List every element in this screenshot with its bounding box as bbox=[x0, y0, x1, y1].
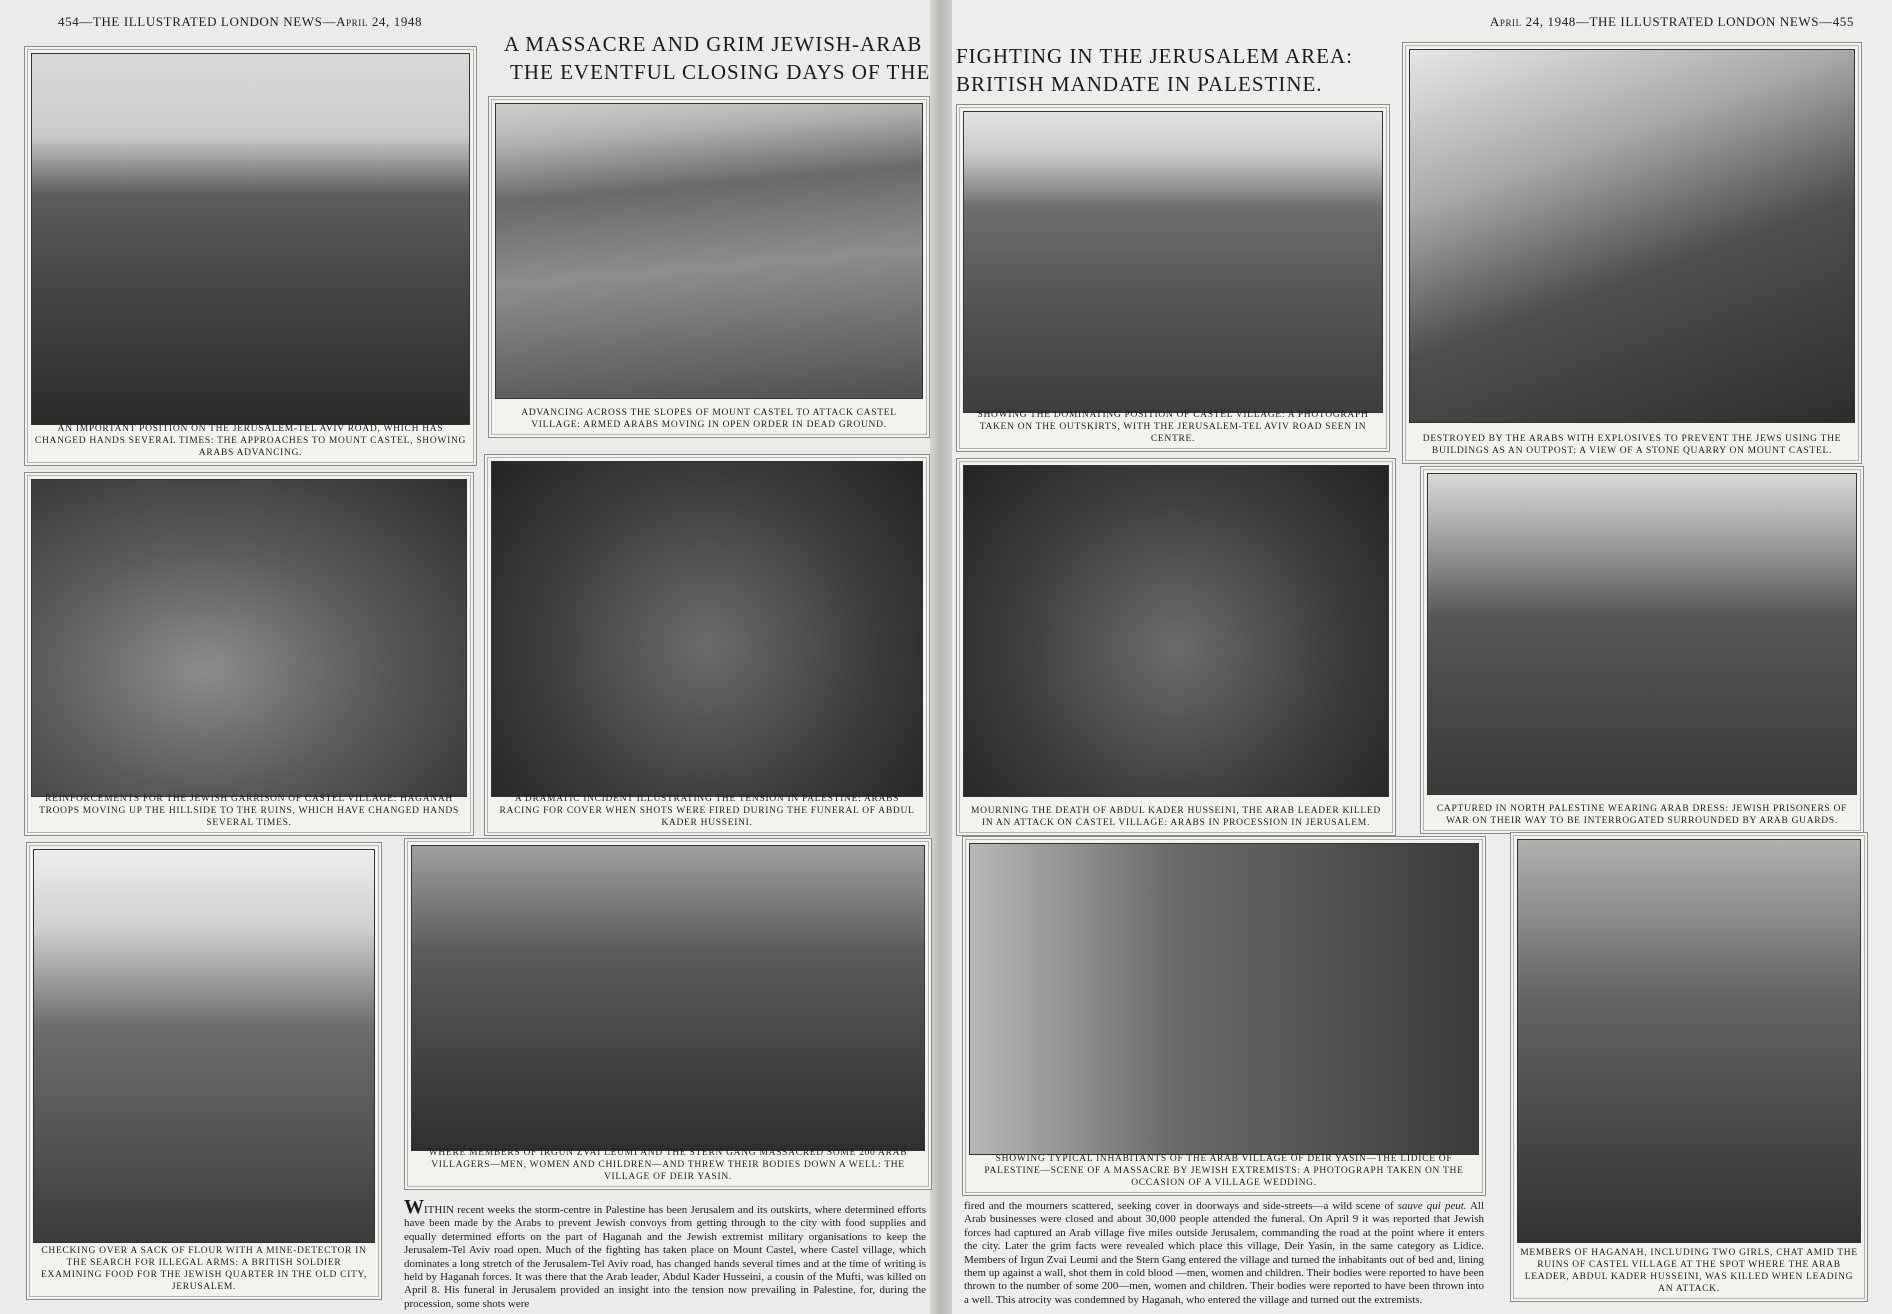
article-dropcap: W bbox=[404, 1200, 424, 1218]
photo-image bbox=[1427, 473, 1857, 795]
photo-deir-yasin-wedding bbox=[962, 836, 1486, 1196]
photo-mourning-procession bbox=[956, 458, 1396, 836]
photo-caption: MEMBERS OF HAGANAH, INCLUDING TWO GIRLS, CHAT AMID THE RUINS OF CASTEL VILLAGE AT THE SPOT WHERE THE ARAB LEADER, ABDUL KADER HUSSEINI, WAS KILLED WHEN LEADING AN ATTACK. bbox=[1520, 1248, 1858, 1294]
photo-caption: A DRAMATIC INCIDENT ILLUSTRATING THE TENSION IN PALESTINE: ARABS RACING FOR COVER WHEN SHOTS WERE FIRED DURING THE FUNERAL OF ABDUL KADER HUSSEINI. bbox=[499, 794, 915, 828]
photo-caption: DESTROYED BY THE ARABS WITH EXPLOSIVES TO PREVENT THE JEWS USING THE BUILDINGS AS AN OUTPOST: A VIEW OF A STONE QUARRY ON MOUNT CASTEL. bbox=[1422, 434, 1842, 456]
photo-image bbox=[1517, 839, 1861, 1243]
article-column-right bbox=[964, 1200, 1484, 1310]
photo-caption: AN IMPORTANT POSITION ON THE JERUSALEM-TEL AVIV ROAD, WHICH HAS CHANGED HANDS SEVERAL TIMES: THE APPROACHES TO MOUNT CASTEL, SHOWING ARABS ADVANCING. bbox=[34, 424, 467, 458]
photo-haganah-reinforcements bbox=[24, 472, 474, 836]
photo-caption: CAPTURED IN NORTH PALESTINE WEARING ARAB DRESS: JEWISH PRISONERS OF WAR ON THEIR WAY TO BE INTERROGATED SURROUNDED BY ARAB GUARDS. bbox=[1436, 804, 1848, 826]
photo-deir-yasin-village bbox=[404, 838, 932, 1190]
article-column-left bbox=[404, 1200, 926, 1310]
photo-image bbox=[31, 479, 467, 797]
page-gutter bbox=[930, 0, 952, 1314]
folio-left: 454—THE ILLUSTRATED LONDON NEWS—April 24, 1948 bbox=[58, 14, 423, 29]
photo-image bbox=[969, 843, 1479, 1155]
article-text-left: ITHIN recent weeks the storm-centre in Palestine has been Jerusalem and its outskirts, where determined efforts have been made by the Arabs to prevent Jewish convoys from getting through to the city with food supplies and equally determined efforts on the part of Haganah and the Jewish extremist military organisations to keep the Jerusalem-Tel Aviv road open. Much of the fighting has taken place on Mount Castel, where Castel village, which dominates a long stretch of the Jerusalem-Tel Aviv road, has changed hands several times and at the time of writing is held by Haganah forces. It was there that the Arab leader, Abdul Kader Husseini, a cousin of the Mufti, was killed on April 8. His funeral in Jerusalem provided an insight into the tension now prevailing in Palestine, for, during the procession, some shots were bbox=[404, 1204, 926, 1310]
photo-image bbox=[1409, 49, 1855, 423]
headline-right-1: FIGHTING IN THE JERUSALEM AREA: bbox=[956, 44, 1353, 68]
photo-image bbox=[491, 461, 923, 797]
photo-caption: SHOWING THE DOMINATING POSITION OF CASTEL VILLAGE: A PHOTOGRAPH TAKEN ON THE OUTSKIRTS, WITH THE JERUSALEM-TEL AVIV ROAD SEEN IN CENTRE. bbox=[977, 410, 1369, 444]
photo-caption: ADVANCING ACROSS THE SLOPES OF MOUNT CASTEL TO ATTACK CASTEL VILLAGE: ARMED ARABS MOVING IN OPEN ORDER IN DEAD GROUND. bbox=[521, 408, 897, 430]
headline-left-1: A MASSACRE AND GRIM JEWISH-ARAB bbox=[504, 32, 923, 56]
photo-caption: REINFORCEMENTS FOR THE JEWISH GARRISON OF CASTEL VILLAGE: HAGANAH TROOPS MOVING UP THE HILLSIDE TO THE RUINS, WHICH HAVE CHANGED HANDS SEVERAL TIMES. bbox=[39, 794, 459, 828]
photo-haganah-members-ruins bbox=[1510, 832, 1868, 1302]
photo-caption: WHERE MEMBERS OF IRGUN ZVAI LEUMI AND THE STERN GANG MASSACRED SOME 200 ARAB VILLAGERS—MEN, WOMEN AND CHILDREN—AND THREW THEIR BODIES DOWN A WELL: THE VILLAGE OF DEIR YASIN. bbox=[428, 1148, 908, 1182]
article-text-right-em: sauve qui peut. bbox=[1397, 1200, 1467, 1212]
photo-advancing-arabs bbox=[488, 96, 930, 438]
article-text-right-b: All Arab businesses were closed and about 30,000 people attended the funeral. On April 9 it was reported that Jewish forces had captured an Arab village five miles outside Jerusalem, commanding the road at the point where it enters the city. Later the grim facts were revealed which place this village, Deir Yasin, in the same category as Lidice. Members of Irgun Zvai Leumi and the Stern Gang entered the village and turned the inhabitants out of bed and, lining them up against a wall, shot them in cold blood —men, women and children. Their bodies were reported to have been thrown to the number of some 200—men, women and children. Their bodies were reported to have been thrown into a well. This atrocity was condemned by Haganah, who entered the village and turned out the extremists. bbox=[964, 1200, 1484, 1306]
photo-castel-village-position bbox=[956, 104, 1390, 452]
photo-stone-quarry bbox=[1402, 42, 1862, 464]
photo-image bbox=[33, 849, 375, 1243]
photo-image bbox=[31, 53, 470, 425]
photo-funeral-shots bbox=[484, 454, 930, 836]
article-text-right-a: fired and the mourners scattered, seeking cover in doorways and side-streets—a wild scene of bbox=[964, 1200, 1398, 1212]
photo-image bbox=[495, 103, 923, 399]
headline-left-2: THE EVENTFUL CLOSING DAYS OF THE bbox=[510, 60, 931, 84]
photo-jewish-prisoners bbox=[1420, 466, 1864, 834]
photo-mine-detector bbox=[26, 842, 382, 1300]
photo-caption: SHOWING TYPICAL INHABITANTS OF THE ARAB VILLAGE OF DEIR YASIN—THE LIDICE OF PALESTINE—SCENE OF A MASSACRE BY JEWISH EXTREMISTS: A PHOTOGRAPH TAKEN ON THE OCCASION OF A VILLAGE WEDDING. bbox=[984, 1154, 1464, 1188]
photo-mount-castel-road bbox=[24, 46, 477, 466]
folio-right: April 24, 1948—THE ILLUSTRATED LONDON NEWS—455 bbox=[1489, 14, 1854, 29]
photo-image bbox=[963, 111, 1383, 413]
photo-image bbox=[411, 845, 925, 1151]
photo-caption: CHECKING OVER A SACK OF FLOUR WITH A MINE-DETECTOR IN THE SEARCH FOR ILLEGAL ARMS: A BRITISH SOLDIER EXAMINING FOOD FOR THE JEWISH QUARTER IN THE OLD CITY, JERUSALEM. bbox=[41, 1246, 367, 1292]
photo-caption: MOURNING THE DEATH OF ABDUL KADER HUSSEINI, THE ARAB LEADER KILLED IN AN ATTACK ON CASTEL VILLAGE: ARABS IN PROCESSION IN JERUSALEM. bbox=[971, 806, 1381, 828]
headline-right-2: BRITISH MANDATE IN PALESTINE. bbox=[956, 72, 1323, 96]
photo-image bbox=[963, 465, 1389, 797]
